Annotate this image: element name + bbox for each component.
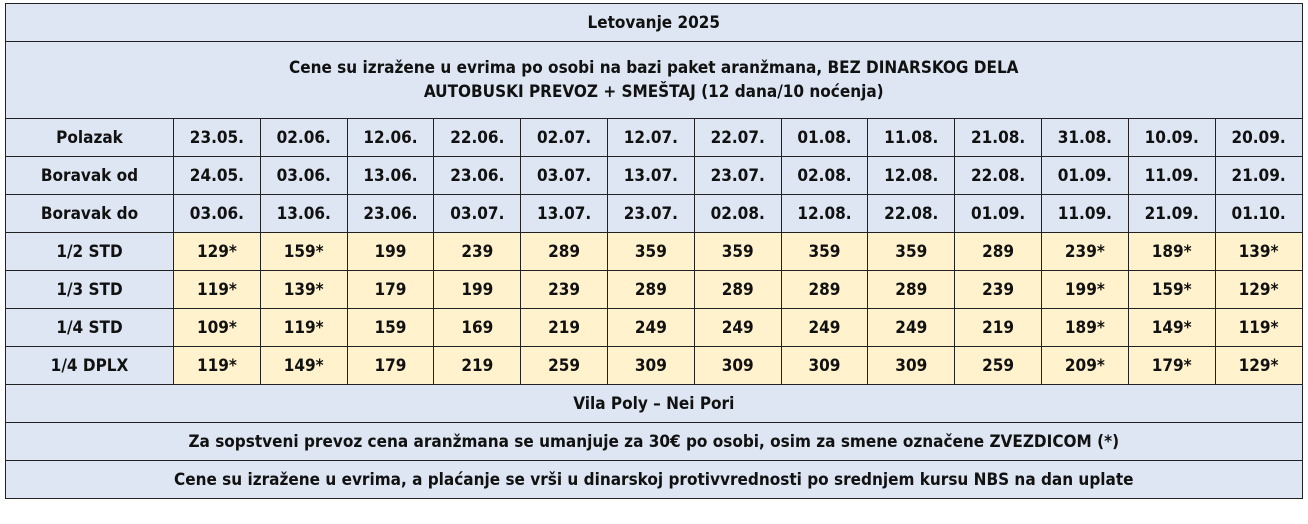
price-cell: 159* (260, 233, 347, 271)
price-cell: 309 (694, 347, 781, 385)
date-cell: 13.06. (347, 157, 434, 195)
price-row (6, 347, 1303, 385)
header-row (6, 119, 1303, 157)
price-cell: 359 (607, 233, 694, 271)
price-cell: 259 (521, 347, 608, 385)
price-cell: 119* (174, 347, 261, 385)
price-cell: 159* (1128, 271, 1215, 309)
price-cell: 199* (1041, 271, 1128, 309)
price-cell: 199 (434, 271, 521, 309)
date-cell: 24.05. (174, 157, 261, 195)
date-cell: 11.08. (868, 119, 955, 157)
date-cell: 10.09. (1128, 119, 1215, 157)
price-row-label: 1/4 DPLX (6, 347, 174, 385)
price-cell: 249 (868, 309, 955, 347)
price-cell: 209* (1041, 347, 1128, 385)
price-cell: 239* (1041, 233, 1128, 271)
price-cell: 239 (434, 233, 521, 271)
date-cell: 01.08. (781, 119, 868, 157)
transport-note-row (6, 423, 1303, 461)
price-cell: 219 (434, 347, 521, 385)
price-cell: 359 (781, 233, 868, 271)
price-cell: 219 (521, 309, 608, 347)
date-cell: 02.07. (521, 119, 608, 157)
price-cell: 249 (694, 309, 781, 347)
price-cell: 109* (174, 309, 261, 347)
price-cell: 289 (521, 233, 608, 271)
date-cell: 03.06. (174, 195, 261, 233)
price-row (6, 233, 1303, 271)
date-cell: 23.07. (607, 195, 694, 233)
price-cell: 359 (694, 233, 781, 271)
header-row-label: Polazak (6, 119, 174, 157)
payment-note: Cene su izražene u evrima, a plaćanje se vrši u dinarskoj protivvrednosti po srednjem kursu NBS na dan uplate (6, 461, 1303, 499)
date-cell: 13.07. (607, 157, 694, 195)
price-cell: 189* (1128, 233, 1215, 271)
price-cell: 139* (1215, 233, 1302, 271)
subtitle-line-2: AUTOBUSKI PREVOZ + SMEŠTAJ (12 dana/10 noćenja) (423, 82, 884, 102)
price-table (5, 3, 1303, 499)
subtitle-line-1: Cene su izražene u evrima po osobi na bazi paket aranžmana, BEZ DINARSKOG DELA (289, 58, 1019, 78)
price-cell: 219 (955, 309, 1042, 347)
price-cell: 289 (955, 233, 1042, 271)
transport-note: Za sopstveni prevoz cena aranžmana se umanjuje za 30€ po osobi, osim za smene označene ZVEZDICOM (*) (6, 423, 1303, 461)
date-cell: 21.09. (1215, 157, 1302, 195)
date-cell: 01.10. (1215, 195, 1302, 233)
date-cell: 12.06. (347, 119, 434, 157)
date-cell: 13.07. (521, 195, 608, 233)
payment-note-row (6, 461, 1303, 499)
price-cell: 249 (781, 309, 868, 347)
price-cell: 179 (347, 347, 434, 385)
table-subtitle (6, 42, 1303, 119)
date-cell: 22.08. (955, 157, 1042, 195)
subtitle-row (6, 42, 1303, 119)
price-cell: 119* (174, 271, 261, 309)
price-row (6, 271, 1303, 309)
date-cell: 23.06. (347, 195, 434, 233)
price-cell: 309 (868, 347, 955, 385)
price-cell: 129* (174, 233, 261, 271)
title-row (6, 4, 1303, 42)
date-cell: 12.08. (781, 195, 868, 233)
date-cell: 03.06. (260, 157, 347, 195)
price-row-label: 1/3 STD (6, 271, 174, 309)
price-row-label: 1/4 STD (6, 309, 174, 347)
date-cell: 21.08. (955, 119, 1042, 157)
price-cell: 239 (521, 271, 608, 309)
price-cell: 129* (1215, 347, 1302, 385)
price-cell: 159 (347, 309, 434, 347)
price-cell: 359 (868, 233, 955, 271)
price-cell: 289 (607, 271, 694, 309)
price-cell: 289 (694, 271, 781, 309)
date-cell: 20.09. (1215, 119, 1302, 157)
date-cell: 02.08. (781, 157, 868, 195)
date-cell: 03.07. (521, 157, 608, 195)
villa-name: Vila Poly – Nei Pori (6, 385, 1303, 423)
date-cell: 31.08. (1041, 119, 1128, 157)
price-cell: 199 (347, 233, 434, 271)
price-cell: 149* (1128, 309, 1215, 347)
price-cell: 289 (868, 271, 955, 309)
date-cell: 03.07. (434, 195, 521, 233)
price-cell: 119* (260, 309, 347, 347)
date-cell: 23.06. (434, 157, 521, 195)
date-cell: 22.07. (694, 119, 781, 157)
price-row-label: 1/2 STD (6, 233, 174, 271)
header-row (6, 195, 1303, 233)
date-cell: 23.05. (174, 119, 261, 157)
villa-row (6, 385, 1303, 423)
header-row-label: Boravak od (6, 157, 174, 195)
date-cell: 11.09. (1128, 157, 1215, 195)
date-cell: 01.09. (1041, 157, 1128, 195)
price-row (6, 309, 1303, 347)
table-title: Letovanje 2025 (6, 4, 1303, 42)
date-cell: 22.08. (868, 195, 955, 233)
price-cell: 179 (347, 271, 434, 309)
price-cell: 309 (781, 347, 868, 385)
date-cell: 02.08. (694, 195, 781, 233)
price-cell: 189* (1041, 309, 1128, 347)
price-cell: 119* (1215, 309, 1302, 347)
header-row (6, 157, 1303, 195)
price-cell: 179* (1128, 347, 1215, 385)
date-cell: 22.06. (434, 119, 521, 157)
price-cell: 259 (955, 347, 1042, 385)
price-cell: 129* (1215, 271, 1302, 309)
price-cell: 289 (781, 271, 868, 309)
price-cell: 139* (260, 271, 347, 309)
price-cell: 309 (607, 347, 694, 385)
price-cell: 239 (955, 271, 1042, 309)
price-cell: 169 (434, 309, 521, 347)
header-row-label: Boravak do (6, 195, 174, 233)
price-cell: 249 (607, 309, 694, 347)
date-cell: 13.06. (260, 195, 347, 233)
date-cell: 12.08. (868, 157, 955, 195)
date-cell: 11.09. (1041, 195, 1128, 233)
date-cell: 01.09. (955, 195, 1042, 233)
date-cell: 23.07. (694, 157, 781, 195)
date-cell: 02.06. (260, 119, 347, 157)
date-cell: 12.07. (607, 119, 694, 157)
price-cell: 149* (260, 347, 347, 385)
date-cell: 21.09. (1128, 195, 1215, 233)
